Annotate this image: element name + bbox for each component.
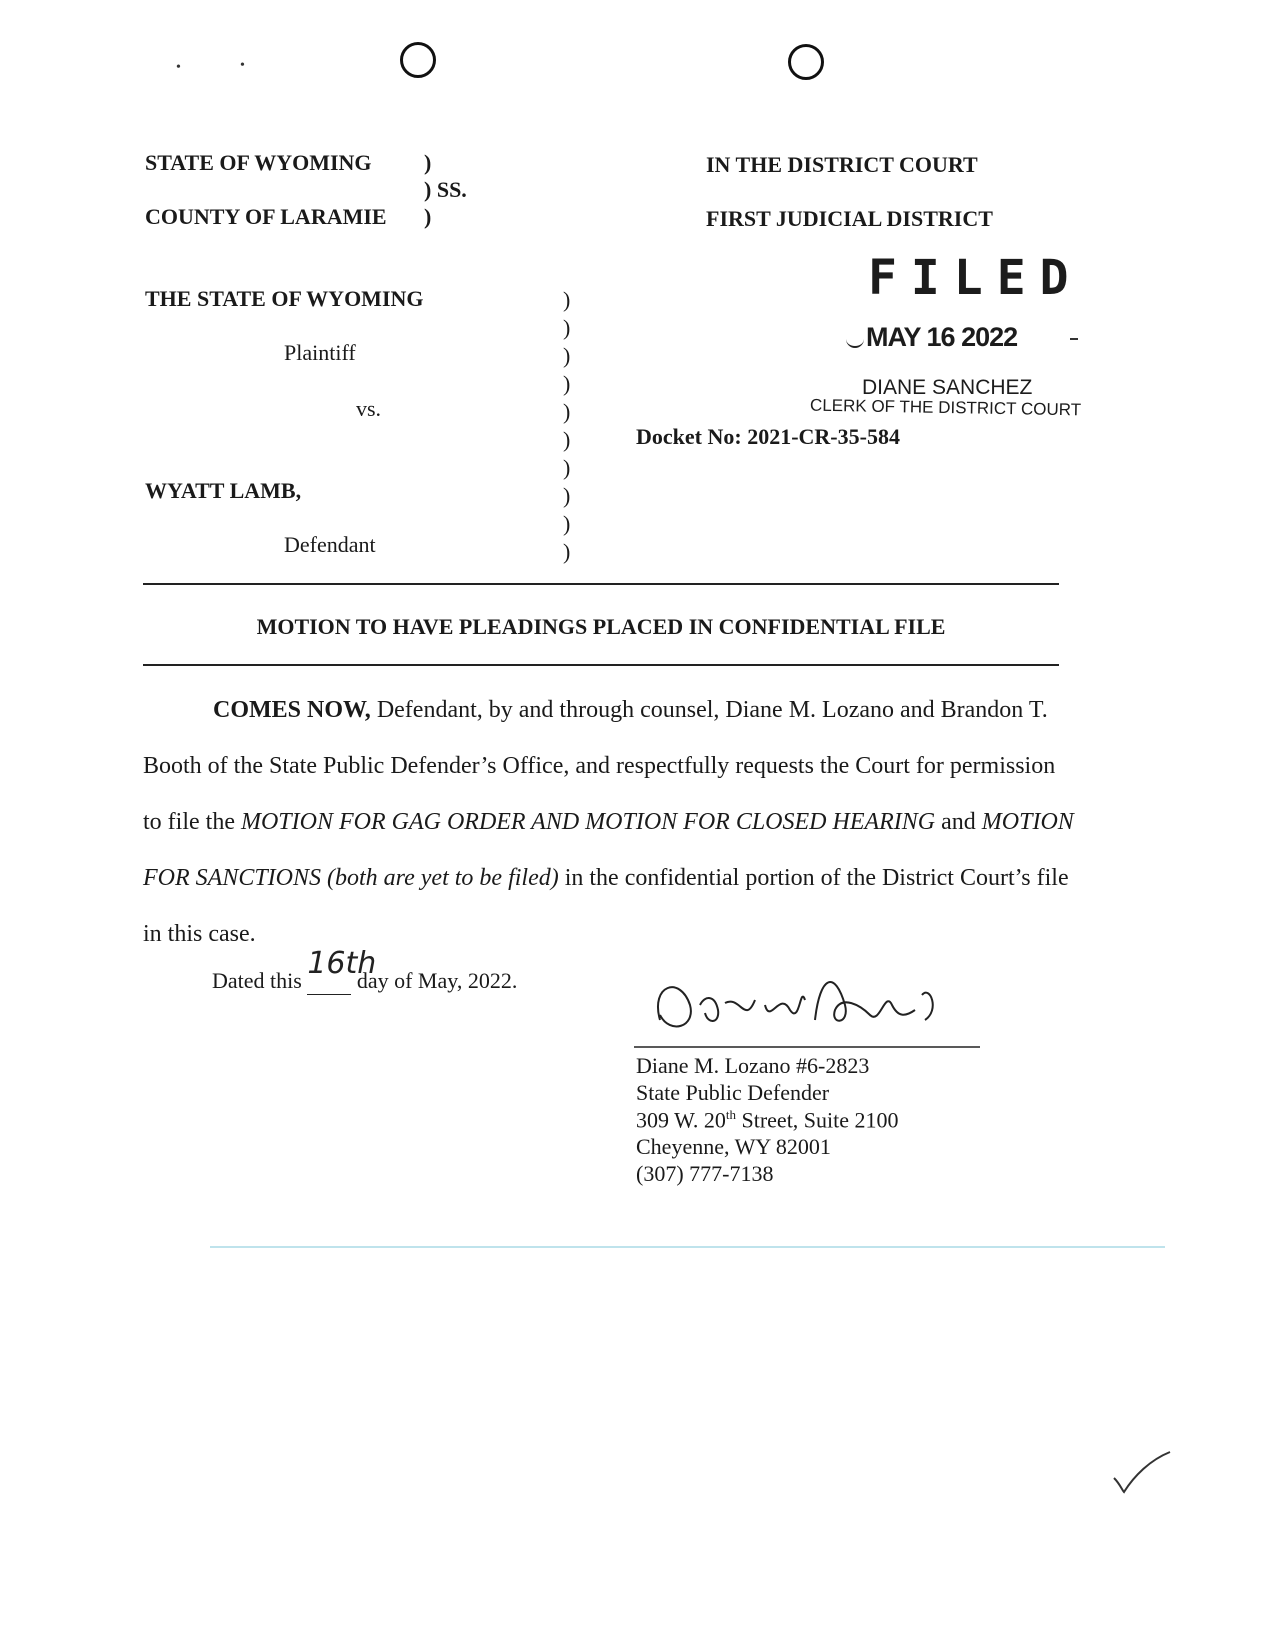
bottom-divider (143, 664, 1059, 666)
punch-hole (400, 42, 436, 78)
scan-line (210, 1246, 1165, 1248)
ss-label: ) SS. (424, 177, 467, 202)
court-name: IN THE DISTRICT COURT (706, 152, 978, 177)
venue-paren: ) (424, 150, 432, 175)
signer-title: State Public Defender (636, 1080, 830, 1105)
body-line: Defendant, by and through counsel, Diane M. Lozano and Brandon T. (370, 697, 1048, 723)
motion-title: MOTION TO HAVE PLEADINGS PLACED IN CONFIDENTIAL FILE (256, 614, 946, 639)
stamp-dash (1070, 338, 1078, 340)
signer-street: 309 W. 20th Street, Suite 2100 (636, 1107, 899, 1133)
body-line: to file the (143, 809, 241, 835)
filed-stamp: FILED (868, 250, 1083, 306)
caption-parens: ) ) ) ) ) ) ) ) ) ) (563, 287, 571, 564)
signer-phone: (307) 777-7138 (636, 1161, 774, 1186)
clerk-title: CLERK OF THE DISTRICT COURT (809, 395, 1082, 420)
signature-image (630, 965, 990, 1055)
defendant-role: Defendant (284, 532, 376, 557)
vs-label: vs. (356, 396, 382, 421)
dated-line: Dated this 16th day of May, 2022. (212, 946, 518, 993)
county-venue: COUNTY OF LARAMIE (145, 204, 387, 229)
motion-body (143, 682, 1073, 962)
motion-reference: MOTION FOR GAG ORDER AND MOTION FOR CLOSED HEARING (240, 809, 936, 835)
filed-date: MAY 16 2022 (866, 322, 1018, 352)
plaintiff-role: Plaintiff (284, 340, 356, 365)
motion-reference: FOR SANCTIONS (both are yet to be filed) (143, 865, 559, 891)
body-line: in this case. (143, 921, 256, 947)
signer-name: Diane M. Lozano #6-2823 (636, 1053, 870, 1078)
handwritten-day: 16th (307, 968, 351, 995)
motion-reference: MOTION (981, 809, 1074, 835)
signer-city: Cheyenne, WY 82001 (636, 1134, 831, 1159)
venue-paren: ) (424, 204, 432, 229)
body-line: Booth of the State Public Defender’s Office, and respectfully requests the Court for permission (143, 753, 1056, 779)
top-divider (143, 583, 1059, 585)
body-line: and (935, 809, 982, 835)
stamp-initials-mark (846, 330, 864, 348)
docket-number: Docket No: 2021-CR-35-584 (636, 424, 900, 449)
plaintiff-name: THE STATE OF WYOMING (145, 286, 424, 311)
clerk-name: DIANE SANCHEZ (862, 376, 1033, 399)
check-mark-icon (1110, 1450, 1174, 1496)
punch-hole (788, 44, 824, 80)
comes-now-lead: COMES NOW, (213, 697, 371, 723)
defendant-name: WYATT LAMB, (145, 478, 302, 503)
scan-mark: • (176, 60, 181, 75)
state-venue: STATE OF WYOMING (145, 150, 372, 175)
body-line: in the confidential portion of the District Court’s file (558, 865, 1069, 891)
judicial-district: FIRST JUDICIAL DISTRICT (706, 206, 993, 231)
scan-mark: • (240, 58, 245, 73)
